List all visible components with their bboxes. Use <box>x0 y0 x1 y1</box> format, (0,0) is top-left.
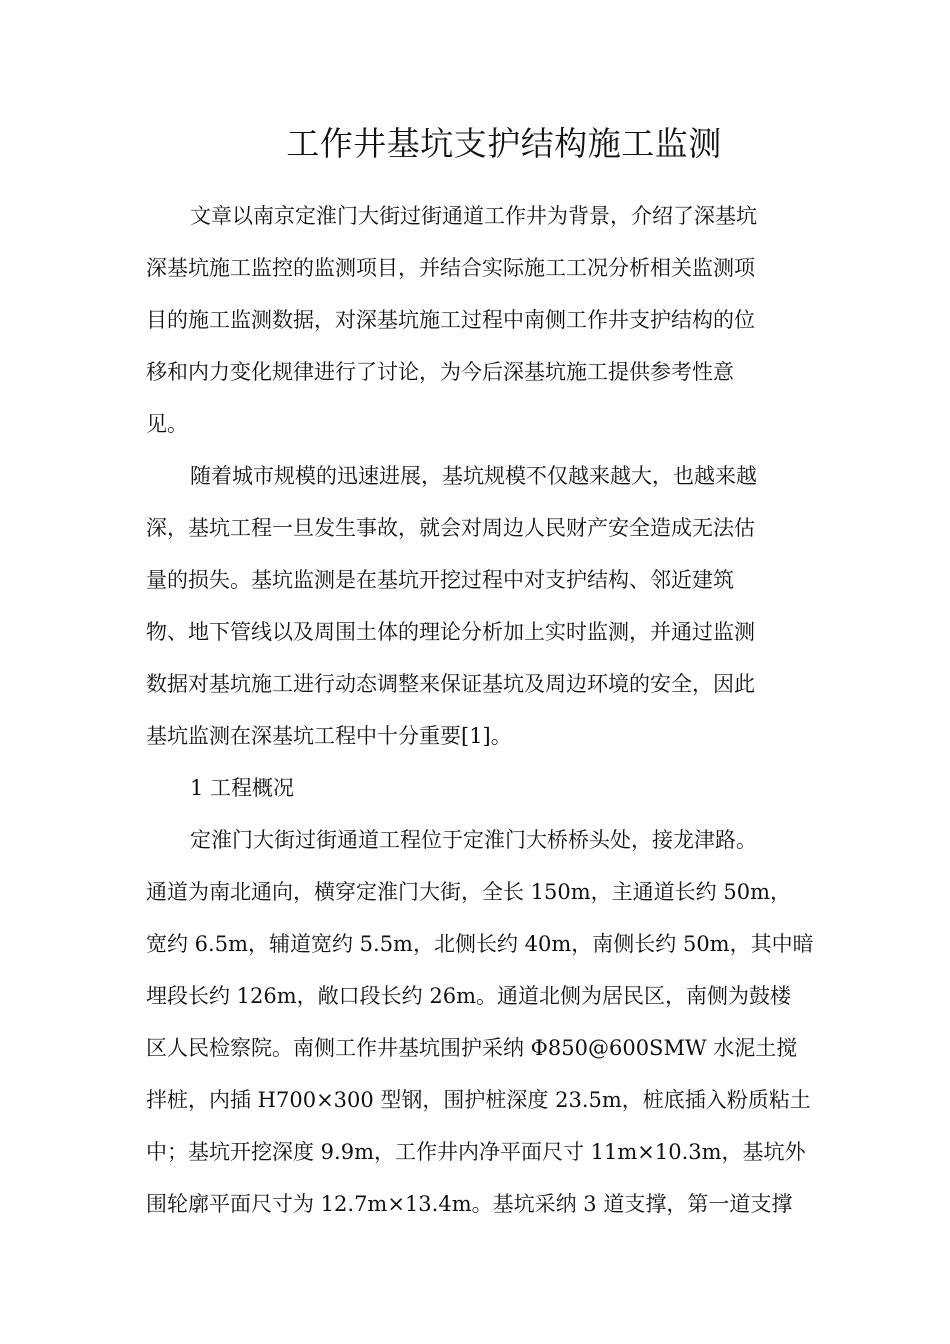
paragraph-line: 物、地下管线以及周围土体的理论分析加上实时监测，并通过监测 <box>146 620 755 644</box>
paragraph-line: 中；基坑开挖深度 9.9m，工作井内净平面尺寸 11m×10.3m，基坑外 <box>146 1140 806 1164</box>
paragraph-line: 基坑监测在深基坑工程中十分重要[1]。 <box>146 724 512 748</box>
document-title: 工作井基坑支护结构施工监测 <box>286 124 722 163</box>
paragraph-line: 拌桩，内插 H700×300 型钢，围护桩深度 23.5m，桩底插入粉质粘土 <box>146 1088 811 1112</box>
paragraph-line: 量的损失。基坑监测是在基坑开挖过程中对支护结构、邻近建筑 <box>146 568 734 592</box>
paragraph-line: 目的施工监测数据，对深基坑施工过程中南侧工作井支护结构的位 <box>146 308 755 332</box>
paragraph-line: 宽约 6.5m，辅道宽约 5.5m，北侧长约 40m，南侧长约 50m，其中暗 <box>146 932 814 956</box>
section-heading: 1 工程概况 <box>190 776 295 800</box>
paragraph-line: 随着城市规模的迅速进展，基坑规模不仅越来越大，也越来越 <box>190 464 757 488</box>
paragraph-line: 定淮门大街过街通道工程位于定淮门大桥桥头处，接龙津路。 <box>190 828 757 852</box>
paragraph-line: 区人民检察院。南侧工作井基坑围护采纳 Φ850@600SMW 水泥土搅 <box>146 1036 798 1060</box>
paragraph-line: 见。 <box>146 412 188 436</box>
paragraph-line: 埋段长约 126m，敞口段长约 26m。通道北侧为居民区，南侧为鼓楼 <box>146 984 791 1008</box>
paragraph-line: 深基坑施工监控的监测项目，并结合实际施工工况分析相关监测项 <box>146 256 755 280</box>
document-body <box>146 190 814 1230</box>
paragraph-line: 通道为南北通向，横穿定淮门大街，全长 150m，主通道长约 50m， <box>146 880 791 904</box>
paragraph-line: 深，基坑工程一旦发生事故，就会对周边人民财产安全造成无法估 <box>146 516 755 540</box>
paragraph-line: 围轮廓平面尺寸为 12.7m×13.4m。基坑采纳 3 道支撑，第一道支撑 <box>146 1192 793 1216</box>
paragraph-line: 文章以南京定淮门大街过街通道工作井为背景，介绍了深基坑 <box>190 204 757 228</box>
paragraph-line: 数据对基坑施工进行动态调整来保证基坑及周边环境的安全，因此 <box>146 672 755 696</box>
paragraph-line: 移和内力变化规律进行了讨论，为今后深基坑施工提供参考性意 <box>146 360 734 384</box>
